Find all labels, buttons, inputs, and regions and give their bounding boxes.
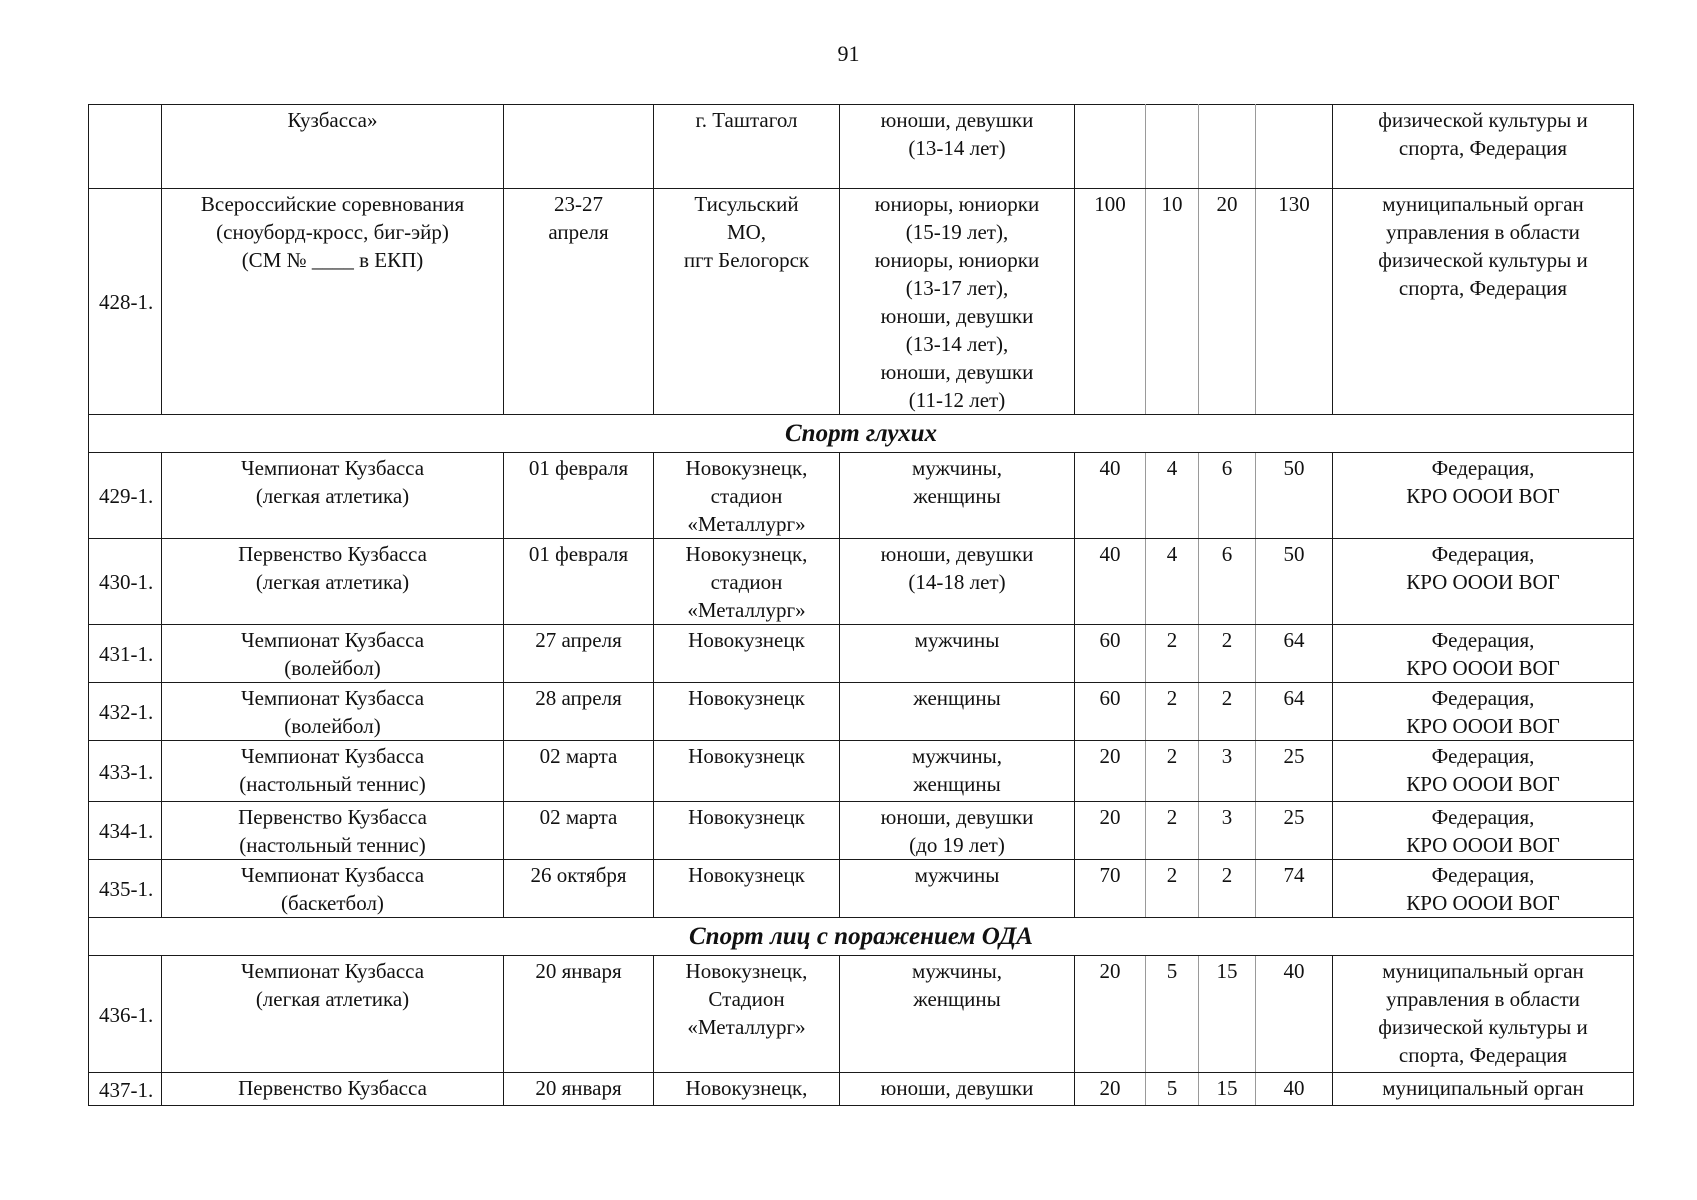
cell-judges-count [1199,860,1256,918]
organizer-text: Федерация, КРО ОООИ ВОГ [1406,628,1560,680]
cell-total-count [1256,741,1333,802]
cell-judges-count [1199,683,1256,741]
cell-coaches-count [1146,625,1199,683]
cell-participants [840,105,1075,189]
cell-row-number [89,956,162,1073]
total-count-text: 25 [1283,805,1305,829]
row-number-text: 435-1. [99,877,154,901]
row-number-text: 432-1. [99,700,154,724]
event-place-text: Новокузнецк, [685,1076,808,1100]
event-name-text: Всероссийские соревнования (сноуборд-кросс, биг-эйр) (СМ № ____ в ЕКП) [200,192,465,272]
cell-event-place [654,956,840,1073]
total-count-text: 40 [1283,1076,1305,1100]
cell-total-count [1256,539,1333,625]
cell-coaches-count [1146,539,1199,625]
cell-participants [840,189,1075,415]
total-count-text: 130 [1278,192,1310,216]
cell-judges-count [1199,189,1256,415]
judges-count-text: 3 [1221,805,1233,829]
event-date-text: 20 января [535,1076,622,1100]
coaches-count-text: 10 [1161,192,1183,216]
table-row [89,1073,1634,1106]
event-name-text: Чемпионат Кузбасса (баскетбол) [240,863,425,915]
event-name-text: Чемпионат Кузбасса (легкая атлетика) [240,456,425,508]
cell-organizer [1333,860,1634,918]
organizer-text: муниципальный орган управления в области физической культуры и спорта, Федерация [1378,192,1588,300]
judges-count-text: 15 [1216,1076,1238,1100]
athletes-count-text: 40 [1099,456,1121,480]
judges-count-text: 2 [1221,628,1233,652]
cell-row-number [89,741,162,802]
cell-coaches-count [1146,1073,1199,1106]
organizer-text: муниципальный орган [1382,1076,1584,1100]
cell-athletes-count [1075,539,1146,625]
cell-participants [840,860,1075,918]
judges-count-text: 15 [1216,959,1238,983]
coaches-count-text: 4 [1166,542,1178,566]
athletes-count-text: 60 [1099,628,1121,652]
table-row [89,625,1634,683]
cell-organizer [1333,1073,1634,1106]
cell-total-count [1256,802,1333,860]
coaches-count-text: 5 [1166,959,1178,983]
cell-total-count [1256,453,1333,539]
cell-judges-count [1199,105,1256,189]
table-row [89,741,1634,802]
participants-text: мужчины [914,863,1000,887]
cell-event-date [504,453,654,539]
participants-text: юноши, девушки [880,1076,1034,1100]
athletes-count-text: 20 [1099,1076,1121,1100]
cell-participants [840,625,1075,683]
cell-athletes-count [1075,105,1146,189]
table-row [89,189,1634,415]
section-title: Спорт лиц с поражением ОДА [89,918,1634,956]
event-place-text: Новокузнецк, Стадион «Металлург» [685,959,808,1039]
cell-total-count [1256,625,1333,683]
cell-judges-count [1199,741,1256,802]
cell-event-name [162,683,504,741]
event-name-text: Чемпионат Кузбасса (настольный теннис) [239,744,426,796]
cell-event-place [654,105,840,189]
row-number-text: 437-1. [99,1077,154,1102]
cell-coaches-count [1146,956,1199,1073]
event-place-text: г. Таштагол [695,108,798,132]
cell-row-number [89,105,162,189]
total-count-text: 74 [1283,863,1305,887]
cell-event-name [162,539,504,625]
cell-judges-count [1199,802,1256,860]
cell-event-date [504,683,654,741]
organizer-text: Федерация, КРО ОООИ ВОГ [1406,863,1560,915]
cell-coaches-count [1146,105,1199,189]
cell-event-name [162,860,504,918]
cell-athletes-count [1075,1073,1146,1106]
event-place-text: Новокузнецк, стадион «Металлург» [685,456,808,536]
events-table [88,104,1634,1106]
judges-count-text: 2 [1221,863,1233,887]
cell-athletes-count [1075,453,1146,539]
cell-athletes-count [1075,802,1146,860]
cell-row-number [89,625,162,683]
participants-text: женщины [913,686,1001,710]
cell-event-name [162,453,504,539]
cell-organizer [1333,539,1634,625]
event-place-text: Новокузнецк [688,863,805,887]
cell-organizer [1333,802,1634,860]
cell-event-place [654,625,840,683]
participants-text: мужчины, женщины [912,456,1002,508]
participants-text: мужчины [914,628,1000,652]
cell-event-date [504,741,654,802]
cell-total-count [1256,956,1333,1073]
coaches-count-text: 2 [1166,744,1178,768]
cell-event-place [654,683,840,741]
row-number-text: 436-1. [99,1002,154,1027]
cell-coaches-count [1146,683,1199,741]
event-name-text: Чемпионат Кузбасса (волейбол) [240,686,425,738]
table-body [89,105,1634,1106]
cell-row-number [89,189,162,415]
cell-total-count [1256,860,1333,918]
cell-coaches-count [1146,189,1199,415]
event-date-text: 02 марта [539,805,618,829]
table-row [89,453,1634,539]
cell-participants [840,539,1075,625]
participants-text: мужчины, женщины [912,959,1002,1011]
coaches-count-text: 2 [1166,863,1178,887]
event-name-text: Первенство Кузбасса (настольный теннис) [238,805,427,857]
row-number-text: 431-1. [99,642,154,666]
cell-coaches-count [1146,453,1199,539]
participants-text: мужчины, женщины [912,744,1002,796]
cell-organizer [1333,189,1634,415]
cell-judges-count [1199,956,1256,1073]
cell-total-count [1256,105,1333,189]
cell-row-number [89,539,162,625]
cell-judges-count [1199,539,1256,625]
section-title: Спорт глухих [89,415,1634,453]
total-count-text: 50 [1283,456,1305,480]
cell-athletes-count [1075,625,1146,683]
cell-participants [840,1073,1075,1106]
event-place-text: Новокузнецк [688,628,805,652]
judges-count-text: 6 [1221,456,1233,480]
cell-event-name [162,802,504,860]
event-place-text: Новокузнецк [688,686,805,710]
event-name-text: Кузбасса» [287,108,378,132]
cell-event-date [504,1073,654,1106]
table-row [89,860,1634,918]
cell-event-name [162,741,504,802]
cell-event-name [162,625,504,683]
athletes-count-text: 20 [1099,744,1121,768]
athletes-count-text: 20 [1099,805,1121,829]
cell-organizer [1333,956,1634,1073]
cell-judges-count [1199,1073,1256,1106]
organizer-text: Федерация, КРО ОООИ ВОГ [1406,686,1560,738]
cell-organizer [1333,683,1634,741]
cell-judges-count [1199,453,1256,539]
participants-text: юноши, девушки (до 19 лет) [880,805,1034,857]
event-date-text: 02 марта [539,744,618,768]
participants-text: юниоры, юниорки (15-19 лет), юниоры, юниорки (13-17 лет), юноши, девушки (13-14 лет), юноши, девушки (11-12 лет) [874,192,1040,412]
total-count-text: 50 [1283,542,1305,566]
table-row [89,539,1634,625]
total-count-text: 40 [1283,959,1305,983]
athletes-count-text: 100 [1094,192,1126,216]
event-date-text: 01 февраля [528,542,629,566]
athletes-count-text: 70 [1099,863,1121,887]
cell-event-date [504,105,654,189]
cell-event-name [162,189,504,415]
row-number-text: 433-1. [99,759,154,784]
organizer-text: Федерация, КРО ОООИ ВОГ [1406,542,1560,594]
cell-total-count [1256,1073,1333,1106]
coaches-count-text: 4 [1166,456,1178,480]
coaches-count-text: 2 [1166,686,1178,710]
section-row [89,918,1634,956]
cell-judges-count [1199,625,1256,683]
event-date-text: 27 апреля [535,628,622,652]
row-number-text: 434-1. [99,819,154,843]
cell-athletes-count [1075,956,1146,1073]
table-row [89,683,1634,741]
cell-row-number [89,802,162,860]
coaches-count-text: 2 [1166,805,1178,829]
cell-event-name [162,1073,504,1106]
cell-event-date [504,956,654,1073]
coaches-count-text: 5 [1166,1076,1178,1100]
participants-text: юноши, девушки (13-14 лет) [880,108,1034,160]
page-number: 91 [837,41,860,66]
judges-count-text: 2 [1221,686,1233,710]
event-place-text: Новокузнецк, стадион «Металлург» [685,542,808,622]
total-count-text: 25 [1283,744,1305,768]
cell-coaches-count [1146,741,1199,802]
cell-event-place [654,860,840,918]
coaches-count-text: 2 [1166,628,1178,652]
cell-event-name [162,956,504,1073]
cell-participants [840,683,1075,741]
event-place-text: Новокузнецк [688,805,805,829]
cell-row-number [89,683,162,741]
organizer-text: муниципальный орган управления в области физической культуры и спорта, Федерация [1378,959,1588,1067]
cell-event-place [654,539,840,625]
cell-event-place [654,1073,840,1106]
cell-organizer [1333,741,1634,802]
cell-coaches-count [1146,860,1199,918]
event-date-text: 26 октября [530,863,627,887]
cell-organizer [1333,453,1634,539]
cell-row-number [89,1073,162,1106]
row-number-text: 429-1. [99,484,154,508]
organizer-text: Федерация, КРО ОООИ ВОГ [1406,744,1560,796]
section-row [89,415,1634,453]
cell-event-date [504,625,654,683]
cell-athletes-count [1075,189,1146,415]
event-name-text: Чемпионат Кузбасса (волейбол) [240,628,425,680]
row-number-text: 428-1. [99,290,154,314]
cell-participants [840,741,1075,802]
cell-organizer [1333,105,1634,189]
event-date-text: 23-27 апреля [548,192,609,244]
judges-count-text: 3 [1221,744,1233,768]
table-row [89,802,1634,860]
athletes-count-text: 40 [1099,542,1121,566]
cell-event-date [504,860,654,918]
judges-count-text: 6 [1221,542,1233,566]
organizer-text: Федерация, КРО ОООИ ВОГ [1406,805,1560,857]
cell-organizer [1333,625,1634,683]
athletes-count-text: 20 [1099,959,1121,983]
cell-event-date [504,802,654,860]
event-name-text: Первенство Кузбасса [238,1076,427,1100]
cell-athletes-count [1075,683,1146,741]
total-count-text: 64 [1283,686,1305,710]
table-row [89,105,1634,189]
organizer-text: Федерация, КРО ОООИ ВОГ [1406,456,1560,508]
event-date-text: 20 января [535,959,622,983]
cell-total-count [1256,683,1333,741]
cell-athletes-count [1075,741,1146,802]
cell-row-number [89,453,162,539]
participants-text: юноши, девушки (14-18 лет) [880,542,1034,594]
row-number-text: 430-1. [99,570,154,594]
event-name-text: Первенство Кузбасса (легкая атлетика) [238,542,427,594]
cell-coaches-count [1146,802,1199,860]
event-date-text: 01 февраля [528,456,629,480]
event-place-text: Новокузнецк [688,744,805,768]
athletes-count-text: 60 [1099,686,1121,710]
cell-event-name [162,105,504,189]
cell-participants [840,453,1075,539]
cell-event-place [654,741,840,802]
event-date-text: 28 апреля [535,686,622,710]
cell-row-number [89,860,162,918]
cell-event-date [504,189,654,415]
cell-event-date [504,539,654,625]
total-count-text: 64 [1283,628,1305,652]
cell-athletes-count [1075,860,1146,918]
cell-total-count [1256,189,1333,415]
organizer-text: физической культуры и спорта, Федерация [1378,108,1588,160]
cell-event-place [654,453,840,539]
cell-event-place [654,189,840,415]
event-place-text: Тисульский МО, пгт Белогорск [683,192,810,272]
table-row [89,956,1634,1073]
event-name-text: Чемпионат Кузбасса (легкая атлетика) [240,959,425,1011]
judges-count-text: 20 [1216,192,1238,216]
cell-participants [840,802,1075,860]
cell-event-place [654,802,840,860]
cell-participants [840,956,1075,1073]
